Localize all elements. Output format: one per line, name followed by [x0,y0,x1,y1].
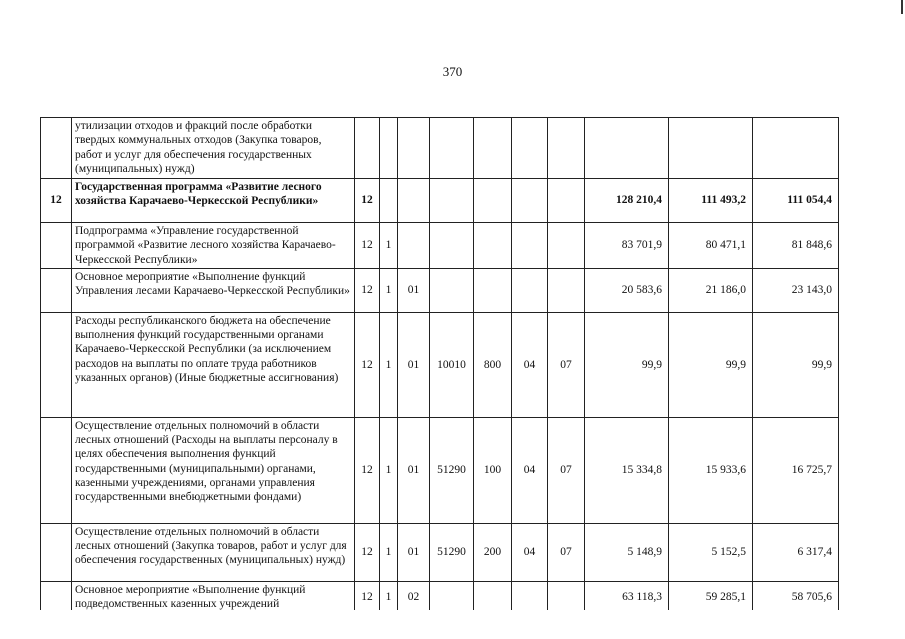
amount-year-3-cell: 81 848,6 [753,223,839,269]
row-number-cell [41,581,72,613]
code-subprogram-cell: 1 [380,268,398,312]
code-section-cell [512,118,548,179]
table-row [41,417,839,523]
budget-table [40,117,839,613]
code-direction-cell [430,118,474,179]
code-subsection-cell [548,179,585,223]
code-direction-cell [430,581,474,613]
row-number-cell [41,523,72,581]
item-name-cell: Подпрограмма «Управление государственной программой «Развитие лесного хозяйства Карачаево-Черкесской Республики» [72,223,355,269]
code-expense-type-cell [474,223,512,269]
code-ministry-cell: 12 [355,417,380,523]
code-measure-cell [398,223,430,269]
table-row [41,223,839,269]
code-expense-type-cell: 200 [474,523,512,581]
amount-year-1-cell: 63 118,3 [585,581,669,613]
code-ministry-cell: 12 [355,268,380,312]
amount-year-1-cell: 20 583,6 [585,268,669,312]
code-direction-cell: 51290 [430,523,474,581]
code-section-cell [512,268,548,312]
code-direction-cell: 51290 [430,417,474,523]
table-row [41,312,839,417]
row-number-cell [41,268,72,312]
code-direction-cell [430,268,474,312]
row-number-cell [41,223,72,269]
amount-year-3-cell: 111 054,4 [753,179,839,223]
code-section-cell: 04 [512,523,548,581]
code-expense-type-cell: 100 [474,417,512,523]
code-expense-type-cell [474,268,512,312]
code-subsection-cell: 07 [548,312,585,417]
code-subsection-cell: 07 [548,523,585,581]
code-measure-cell [398,118,430,179]
item-name-cell: Основное мероприятие «Выполнение функций Управления лесами Карачаево-Черкесской Республики» [72,268,355,312]
code-expense-type-cell: 800 [474,312,512,417]
table-body [41,118,839,613]
amount-year-2-cell [669,118,753,179]
item-name-cell: Основное мероприятие «Выполнение функций подведомственных казенных учреждений [72,581,355,613]
code-subprogram-cell: 1 [380,581,398,613]
amount-year-2-cell: 5 152,5 [669,523,753,581]
code-subprogram-cell: 1 [380,523,398,581]
page-bottom-margin [0,610,905,639]
code-measure-cell: 01 [398,268,430,312]
amount-year-1-cell: 15 334,8 [585,417,669,523]
code-ministry-cell [355,118,380,179]
code-ministry-cell: 12 [355,179,380,223]
row-number-cell [41,417,72,523]
amount-year-1-cell: 128 210,4 [585,179,669,223]
table-row [41,523,839,581]
amount-year-3-cell [753,118,839,179]
code-subprogram-cell: 1 [380,312,398,417]
code-direction-cell: 10010 [430,312,474,417]
amount-year-3-cell: 16 725,7 [753,417,839,523]
amount-year-1-cell: 83 701,9 [585,223,669,269]
table-row [41,581,839,613]
amount-year-2-cell: 99,9 [669,312,753,417]
code-subprogram-cell [380,179,398,223]
code-measure-cell: 02 [398,581,430,613]
code-section-cell: 04 [512,312,548,417]
code-ministry-cell: 12 [355,312,380,417]
amount-year-3-cell: 58 705,6 [753,581,839,613]
code-direction-cell [430,223,474,269]
amount-year-1-cell [585,118,669,179]
code-section-cell [512,581,548,613]
amount-year-2-cell: 111 493,2 [669,179,753,223]
code-subsection-cell [548,268,585,312]
code-ministry-cell: 12 [355,523,380,581]
amount-year-1-cell: 99,9 [585,312,669,417]
amount-year-2-cell: 21 186,0 [669,268,753,312]
page-number: 370 [442,64,463,79]
code-expense-type-cell [474,179,512,223]
table-row [41,118,839,179]
item-name-cell: Государственная программа «Развитие лесного хозяйства Карачаево-Черкесской Республики» [72,179,355,223]
code-subprogram-cell [380,118,398,179]
code-measure-cell: 01 [398,312,430,417]
code-ministry-cell: 12 [355,223,380,269]
amount-year-2-cell: 80 471,1 [669,223,753,269]
code-measure-cell: 01 [398,417,430,523]
code-measure-cell [398,179,430,223]
item-name-cell: Осуществление отдельных полномочий в области лесных отношений (Закупка товаров, работ и услуг для обеспечения государственных (муниципальных) нужд) [72,523,355,581]
code-subprogram-cell: 1 [380,223,398,269]
code-subprogram-cell: 1 [380,417,398,523]
row-number-cell [41,118,72,179]
code-subsection-cell [548,223,585,269]
code-expense-type-cell [474,581,512,613]
amount-year-2-cell: 59 285,1 [669,581,753,613]
code-subsection-cell [548,118,585,179]
code-subsection-cell [548,581,585,613]
code-direction-cell [430,179,474,223]
table-row [41,268,839,312]
code-expense-type-cell [474,118,512,179]
code-section-cell [512,179,548,223]
row-number-cell: 12 [41,179,72,223]
amount-year-1-cell: 5 148,9 [585,523,669,581]
scan-edge-mark [901,0,903,14]
item-name-cell: Осуществление отдельных полномочий в области лесных отношений (Расходы на выплаты персоналу в целях обеспечения выполнения функций государственными (муниципальными) органами, казенными учреждениями, органами управления государственными внебюджетными фондами) [72,417,355,523]
amount-year-2-cell: 15 933,6 [669,417,753,523]
amount-year-3-cell: 6 317,4 [753,523,839,581]
code-measure-cell: 01 [398,523,430,581]
table-row [41,179,839,223]
code-ministry-cell: 12 [355,581,380,613]
item-name-cell: Расходы республиканского бюджета на обеспечение выполнения функций государственными органами Карачаево-Черкесской Республики (за исключением расходов на выплаты по оплате труда работников указанных органов) (Иные бюджетные ассигнования) [72,312,355,417]
code-subsection-cell: 07 [548,417,585,523]
code-section-cell: 04 [512,417,548,523]
amount-year-3-cell: 99,9 [753,312,839,417]
amount-year-3-cell: 23 143,0 [753,268,839,312]
item-name-cell: утилизации отходов и фракций после обработки твердых коммунальных отходов (Закупка товаров, работ и услуг для обеспечения государственных (муниципальных) нужд) [72,118,355,179]
row-number-cell [41,312,72,417]
code-section-cell [512,223,548,269]
